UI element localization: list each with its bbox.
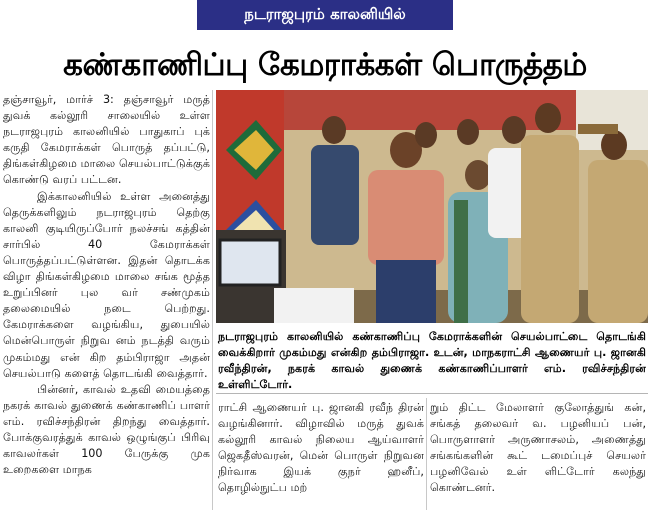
article-paragraph: றும் திட்ட மேலாளர் குலோத்துங் கன், சங்கத் தலைவர் வ. பழனியப் பன், பொருளாளர் அருணாசலம், அணைத்து சங்கங்களின் கூட் டமைப்புச் செயலர் பழனிவேல் உள் ளிட்டோர் கலந்து கொண்டனர். xyxy=(430,401,646,495)
caption-divider xyxy=(216,393,648,394)
article-paragraph: தஞ்சாவூர், மார்ச் 3: தஞ்சாவூர் மருத் துவக் கல்லூரி சாலையில் உள்ள நடராஜபுரம் காலனியில் பாதுகாப் புக் கருதி கேமராக்கள் பொருத் தப்பட்டு, திங்கள்கிழமை மாலை செயல்பாட்டுக்குக் கொண்டு வரப் பட்டன. xyxy=(3,93,210,187)
news-photo xyxy=(216,90,648,323)
article-column-3 xyxy=(430,400,646,497)
article-paragraph: ராட்சி ஆணையர் பு. ஜானகி ரவீந் திரன் வழங்கினார். விழாவில் மருத் துவக் கல்லூரி காவல் நிலைய ஆய்வாளர் ஜெகதீஸ்வரன், மென் பொருள் நிறுவன நிர்வாக இயக் குநர் ஹனீப், தொழில்நுட்ப மற் xyxy=(218,401,424,495)
column-divider xyxy=(426,398,427,510)
article-column-2 xyxy=(218,400,424,497)
photo-scene-illustration xyxy=(216,90,648,323)
section-kicker: நடராஜபுரம் காலனியில் xyxy=(197,0,453,30)
photo-caption: நடராஜபுரம் காலனியில் கண்காணிப்பு கேமராக்களின் செயல்பாட்டை தொடங்கி வைக்கிறார் முகம்மது என்கிற தம்பிராஜா. உடன், மாநகராட்சி ஆணையர் பு. ஜானகி ரவீந்திரன், நகரக் காவல் துணைக் கண்காணிப்பாளர் எம். ரவிச்சந்திரன் உள்ளிட்டோர். xyxy=(218,330,646,391)
column-divider xyxy=(212,90,213,510)
article-paragraph: பின்னர், காவல் உதவி மையத்தை நகரக் காவல் துணைக் கண்காணிப் பாளர் எம். ரவிச்சந்திரன் திறந்து வைத்தார். போக்குவரத்துக் காவல் ஒழுங்குப் பிரிவு காவலர்கள் 100 பேருக்கு முக உறைகளை மாநக xyxy=(3,382,210,477)
article-paragraph: இக்காலனியில் உள்ள அனைத்து தெருக்களிலும் நடராஜபுரம் தெற்கு காலனி குடியிருப்போர் நலச்சங் கத்தின் சார்பில் 40 கேமராக்கள் பொருத்தப்பட்டுள்ளன. இதன் தொடக்க விழா திங்கள்கிழமை மாலை சங்க மூத்த உறுப்பினர் புல வர் சண்முகம் தலைமையில் நடை பெற்றது. கேமராக்களை வழங்கிய, துபையில் மென்பொருள் நிறுவ னம் நடத்தி வரும் முகம்மது என் கிற தம்பிராஜா அதன் செயல்பாடு களைத் தொடங்கி வைத்தார். xyxy=(3,189,210,380)
headline: கண்காணிப்பு கேமராக்கள் பொருத்தம் xyxy=(63,47,587,83)
article-column-1 xyxy=(3,92,210,478)
